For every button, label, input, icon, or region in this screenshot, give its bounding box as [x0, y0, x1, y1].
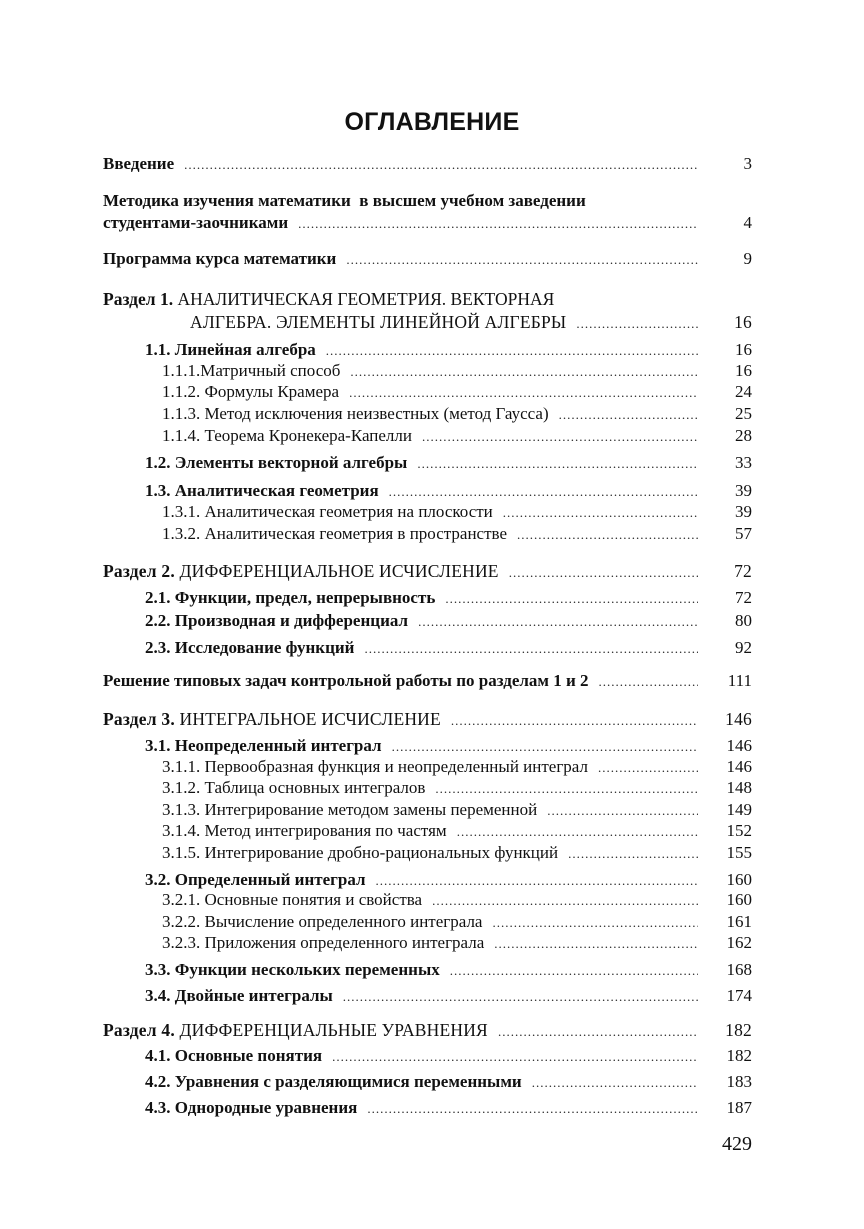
leader-dots — [517, 524, 698, 546]
leader-dots — [184, 154, 698, 176]
section-prefix: Раздел 3. — [103, 709, 175, 729]
toc-entry-text: 3.2. Определенный интеграл — [145, 870, 366, 889]
toc-page-number: 174 — [726, 986, 752, 1005]
leader-dots — [367, 1098, 698, 1120]
toc-page-number: 72 — [735, 588, 752, 607]
leader-dots — [392, 736, 698, 758]
page-title: ОГЛАВЛЕНИЕ — [344, 108, 520, 136]
toc-entry-3-2 — [145, 869, 752, 891]
leader-dots — [298, 213, 698, 235]
toc-entry-text: 2.1. Функции, предел, непрерывность — [145, 588, 436, 607]
toc-entry-text: 3.2.2. Вычисление определенного интеграла — [162, 912, 483, 931]
leader-dots — [457, 821, 698, 843]
toc-entry-text: 1.3.1. Аналитическая геометрия на плоскости — [162, 502, 493, 521]
section-prefix: Раздел 4. — [103, 1020, 175, 1040]
page-number: 429 — [722, 1133, 752, 1155]
toc-page-number: 162 — [726, 933, 752, 952]
toc-page-number: 183 — [726, 1072, 752, 1091]
toc-page-number: 9 — [743, 249, 752, 268]
toc-entry-text: студентами-заочниками — [103, 213, 289, 232]
toc-entry-text: 3.1. Неопределенный интеграл — [145, 736, 382, 755]
toc-page-number: 168 — [726, 960, 752, 979]
toc-entry-1-1-4 — [162, 425, 752, 447]
toc-page-number: 28 — [735, 426, 752, 445]
toc-entry-3-3 — [145, 959, 752, 981]
toc-entry-text: 3.4. Двойные интегралы — [145, 986, 333, 1005]
toc-page-number: 3 — [743, 154, 752, 173]
toc-page-number: 182 — [725, 1020, 752, 1040]
toc-entry-3-2-1 — [162, 889, 752, 911]
toc-page-number: 33 — [735, 453, 752, 472]
toc-page-number: 39 — [735, 481, 752, 500]
toc-entry-2-1 — [145, 587, 752, 609]
toc-entry-solutions — [103, 670, 752, 692]
leader-dots — [509, 562, 698, 584]
toc-entry-3-1-3 — [162, 799, 752, 821]
toc-page-number: 152 — [726, 821, 752, 840]
section-title-line1: АНАЛИТИЧЕСКАЯ ГЕОМЕТРИЯ. ВЕКТОРНАЯ — [177, 289, 555, 309]
toc-entry-text: 4.1. Основные понятия — [145, 1046, 323, 1065]
toc-entry-3-1-1 — [162, 756, 752, 778]
toc-section-3 — [103, 708, 752, 730]
toc-entry-text: 1.1. Линейная алгебра — [145, 340, 316, 359]
toc-page-number: 187 — [726, 1098, 752, 1117]
toc-entry-text: 3.1.5. Интегрирование дробно-рациональных функций — [162, 843, 559, 862]
toc-entry-text: ИНТЕГРАЛЬНОЕ ИСЧИСЛЕНИЕ — [179, 709, 441, 729]
toc-entry-3-2-2 — [162, 911, 752, 933]
toc-entry-3-2-3 — [162, 932, 752, 954]
leader-dots — [332, 1046, 698, 1068]
toc-entry-text: 1.1.3. Метод исключения неизвестных (метод Гаусса) — [162, 404, 549, 423]
toc-page-number: 16 — [734, 312, 752, 332]
leader-dots — [450, 960, 698, 982]
toc-entry-methodology — [103, 212, 752, 234]
toc-entry-3-1-5 — [162, 842, 752, 864]
toc-page-number: 160 — [726, 870, 752, 889]
toc-page-number: 80 — [735, 611, 752, 630]
toc-entry-text: 3.1.3. Интегрирование методом замены переменной — [162, 800, 538, 819]
toc-entry-program — [103, 248, 752, 270]
toc-section-4 — [103, 1019, 752, 1041]
toc-entry-4-2 — [145, 1071, 752, 1093]
leader-dots — [532, 1072, 698, 1094]
toc-page-number: 39 — [735, 502, 752, 521]
toc-page-number: 149 — [726, 800, 752, 819]
toc-page-number: 160 — [726, 890, 752, 909]
toc-entry-1-1 — [145, 339, 752, 361]
toc-entry-text: 1.3.2. Аналитическая геометрия в пространстве — [162, 524, 508, 543]
toc-entry-text: 1.1.2. Формулы Крамера — [162, 382, 340, 401]
toc-page-number: 148 — [726, 778, 752, 797]
toc-entry-3-1-2 — [162, 777, 752, 799]
toc-page-number: 146 — [725, 709, 752, 729]
toc-entry-1-1-2 — [162, 381, 752, 403]
toc-page-number: 25 — [735, 404, 752, 423]
toc-page-number: 72 — [734, 561, 752, 581]
toc-entry-4-1 — [145, 1045, 752, 1067]
toc-entry-1-3-2 — [162, 523, 752, 545]
toc-entry-intro — [103, 153, 752, 175]
toc-page-number: 24 — [735, 382, 752, 401]
toc-entry-1-1-3 — [162, 403, 752, 425]
section-prefix: Раздел 2. — [103, 561, 175, 581]
toc-section-1-line1 — [103, 288, 554, 310]
toc-entry-text: 3.2.3. Приложения определенного интеграла — [162, 933, 485, 952]
toc-entry-3-1 — [145, 735, 752, 757]
toc-entry-3-1-4 — [162, 820, 752, 842]
toc-entry-text: 3.1.4. Метод интегрирования по частям — [162, 821, 447, 840]
toc-entry-text: 3.2.1. Основные понятия и свойства — [162, 890, 423, 909]
toc-entry-text: Введение — [103, 154, 175, 173]
toc-entry-text: АЛГЕБРА. ЭЛЕМЕНТЫ ЛИНЕЙНОЙ АЛГЕБРЫ — [190, 312, 567, 332]
toc-entry-1-1-1 — [162, 360, 752, 382]
toc-entry-text: 2.2. Производная и дифференциал — [145, 611, 409, 630]
toc-entry-text: ДИФФЕРЕНЦИАЛЬНЫЕ УРАВНЕНИЯ — [179, 1020, 488, 1040]
leader-dots — [559, 404, 698, 426]
leader-dots — [598, 757, 698, 779]
toc-entry-text: 4.3. Однородные уравнения — [145, 1098, 358, 1117]
leader-dots — [350, 361, 698, 383]
toc-entry-text: 1.2. Элементы векторной алгебры — [145, 453, 408, 472]
toc-entry-text: 3.1.1. Первообразная функция и неопределенный интеграл — [162, 757, 588, 776]
toc-entry-text: Решение типовых задач контрольной работы по разделам 1 и 2 — [103, 671, 589, 690]
leader-dots — [364, 638, 698, 660]
toc-entry-1-3-1 — [162, 501, 752, 523]
leader-dots — [343, 986, 698, 1008]
toc-entry-text: 2.3. Исследование функций — [145, 638, 355, 657]
toc-section-2 — [103, 560, 752, 582]
toc-page-number: 161 — [726, 912, 752, 931]
leader-dots — [422, 426, 698, 448]
toc-page-number: 4 — [743, 213, 752, 232]
toc-page-number: 57 — [735, 524, 752, 543]
toc-entry-text: 4.2. Уравнения с разделяющимися переменными — [145, 1072, 522, 1091]
toc-page-number: 16 — [735, 340, 752, 359]
leader-dots — [503, 502, 698, 524]
leader-dots — [346, 249, 698, 271]
leader-dots — [547, 800, 698, 822]
section-prefix: Раздел 1. — [103, 289, 174, 309]
leader-dots — [435, 778, 698, 800]
leader-dots — [576, 313, 698, 335]
toc-page-number: 146 — [726, 757, 752, 776]
leader-dots — [451, 710, 698, 732]
leader-dots — [349, 382, 698, 404]
leader-dots — [326, 340, 698, 362]
toc-page-number: 92 — [735, 638, 752, 657]
toc-entry-text: 1.1.1.Матричный способ — [162, 361, 341, 380]
leader-dots — [389, 481, 698, 503]
toc-page-number: 155 — [726, 843, 752, 862]
toc-page-number: 16 — [735, 361, 752, 380]
toc-entry-1-2 — [145, 452, 752, 474]
toc-entry-text: 3.1.2. Таблица основных интегралов — [162, 778, 426, 797]
toc-entry-1-3 — [145, 480, 752, 502]
leader-dots — [417, 453, 698, 475]
toc-entry-2-2 — [145, 610, 752, 632]
toc-entry-3-4 — [145, 985, 752, 1007]
toc-entry-text: 1.3. Аналитическая геометрия — [145, 481, 379, 500]
toc-page-number: 182 — [726, 1046, 752, 1065]
toc-page-number: 146 — [726, 736, 752, 755]
toc-entry-text: 3.3. Функции нескольких переменных — [145, 960, 440, 979]
leader-dots — [498, 1021, 698, 1043]
leader-dots — [494, 933, 698, 955]
toc-entry-4-3 — [145, 1097, 752, 1119]
leader-dots — [599, 671, 698, 693]
leader-dots — [445, 588, 698, 610]
toc-entry-text: Программа курса математики — [103, 249, 337, 268]
toc-entry-text: 1.1.4. Теорема Кронекера-Капелли — [162, 426, 412, 445]
leader-dots — [568, 843, 698, 865]
toc-entry-methodology-line1: Методика изучения математики в высшем учебном заведении — [103, 191, 586, 210]
toc-section-1 — [190, 311, 752, 333]
toc-page-number: 111 — [727, 671, 752, 690]
toc-entry-2-3 — [145, 637, 752, 659]
leader-dots — [432, 890, 698, 912]
toc-entry-text: ДИФФЕРЕНЦИАЛЬНОЕ ИСЧИСЛЕНИЕ — [179, 561, 499, 581]
leader-dots — [492, 912, 698, 934]
leader-dots — [418, 611, 698, 633]
